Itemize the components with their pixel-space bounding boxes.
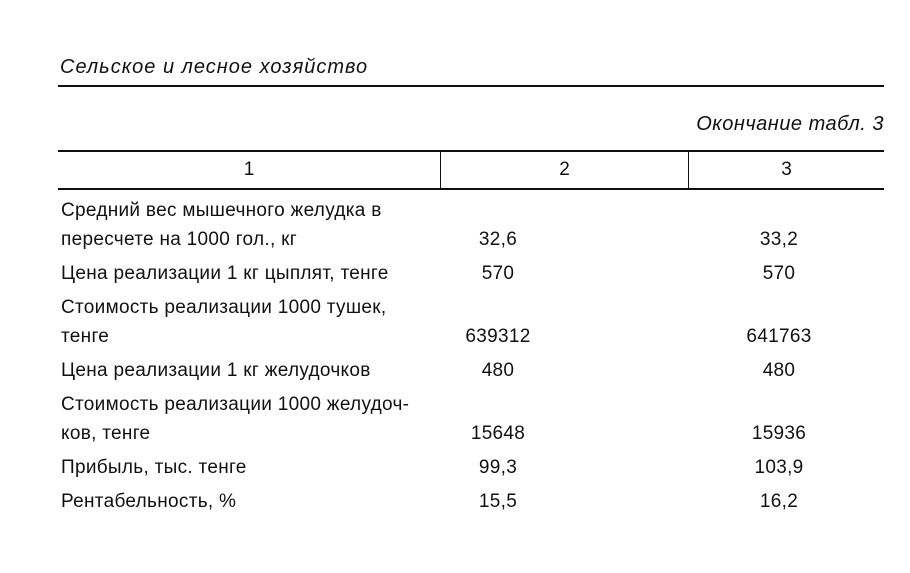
row-label: Рентабельность, % <box>61 491 237 512</box>
value-col-3: 641763 <box>746 326 812 347</box>
value-col-3: 103,9 <box>754 457 804 478</box>
row-label: Цена реализации 1 кг цыплят, тенге <box>61 263 389 284</box>
header-rule <box>58 85 884 87</box>
table-row <box>58 259 884 288</box>
value-col-3: 480 <box>762 360 796 381</box>
table-row <box>58 356 884 385</box>
value-col-2: 570 <box>481 263 515 284</box>
value-col-3: 570 <box>762 263 796 284</box>
value-col-2: 480 <box>481 360 515 381</box>
value-col-2: 15648 <box>470 423 526 444</box>
table-row <box>58 390 884 448</box>
row-label: Стоимость реализации 1000 тушек, тенге <box>61 297 387 347</box>
column-header-2: 2 <box>440 152 688 188</box>
row-label: Стоимость реализации 1000 желудоч- ков, тенге <box>61 394 410 444</box>
table-row <box>58 196 884 254</box>
table-row <box>58 487 884 516</box>
value-col-2: 99,3 <box>478 457 518 478</box>
value-col-2: 32,6 <box>478 229 518 250</box>
table-row <box>58 293 884 351</box>
table-header <box>58 150 884 190</box>
column-header-3: 3 <box>688 152 884 188</box>
table-body <box>58 196 884 521</box>
row-label: Цена реализации 1 кг желудочков <box>61 360 371 381</box>
row-label: Средний вес мышечного желудка в пересчете на 1000 гол., кг <box>61 200 382 250</box>
value-col-3: 15936 <box>751 423 807 444</box>
table-row <box>58 453 884 482</box>
value-col-2: 639312 <box>465 326 531 347</box>
value-col-2: 15,5 <box>478 491 518 512</box>
table-caption: Окончание табл. 3 <box>696 113 884 135</box>
running-header: Сельское и лесное хозяйство <box>60 56 369 78</box>
value-col-3: 33,2 <box>759 229 799 250</box>
column-header-1: 1 <box>243 159 255 180</box>
row-label: Прибыль, тыс. тенге <box>61 457 247 478</box>
value-col-3: 16,2 <box>759 491 799 512</box>
